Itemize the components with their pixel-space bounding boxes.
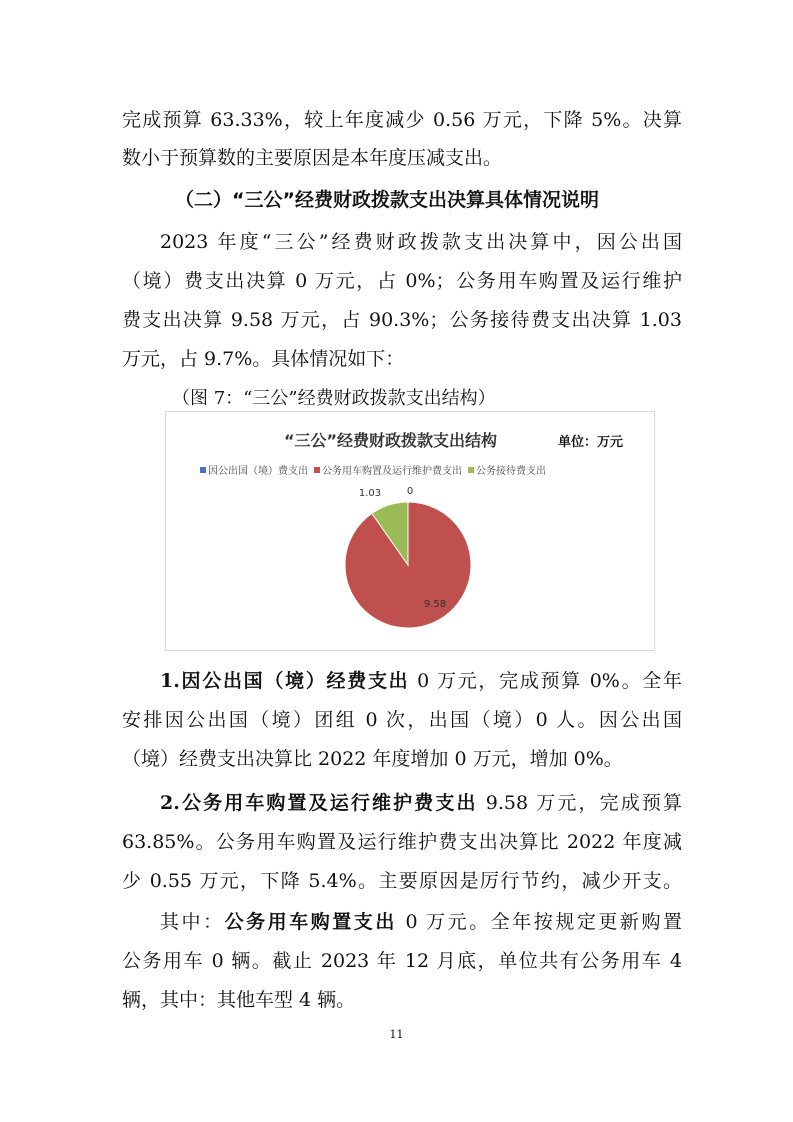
item1-line-2: 安排因公出国（境）团组 0 次，出国（境）0 人。因公出国 [122,709,682,731]
chart-unit: 单位：万元 [558,435,624,450]
pie-data-label: 0 [406,486,414,497]
item1-line-1 [160,668,682,694]
figure-caption: （图 7：“三公”经费财政拨款支出结构） [172,388,496,409]
para2-line-2: （境）费支出决算 0 万元，占 0%；公务用车购置及运行维护 [122,270,682,292]
item2-line-3: 少 0.55 万元，下降 5.4%。主要原因是厉行节约，减少开支。 [122,870,682,892]
legend-label: 公务接待费支出 [476,466,546,477]
item3-title: 公务用车购置支出 [224,911,397,933]
item3-line-3: 辆，其中：其他车型 4 辆。 [122,989,356,1011]
para2-line-3: 费支出决算 9.58 万元，占 90.3%；公务接待费支出决算 1.03 [122,309,682,331]
pie-data-label: 9.58 [423,599,447,610]
pie-data-label: 1.03 [358,488,382,499]
item1-text: 0 万元，完成预算 0%。全年 [409,670,682,692]
item2-line-2: 63.85%。公务用车购置及运行维护费支出决算比 2022 年度减 [122,831,682,853]
legend-label: 因公出国（境）费支出 [208,466,308,477]
pie-chart [165,411,655,651]
body-line-2: 数小于预算数的主要原因是本年度压减支出。 [122,147,503,169]
pie-svg [166,412,654,650]
item3-prefix: 其中： [160,911,225,933]
para2-line-1: 2023 年度“三公”经费财政拨款支出决算中，因公出国 [160,231,682,253]
item2-title: 2.公务用车购置及运行维护费支出 [160,792,478,814]
item2-text: 9.58 万元，完成预算 [477,792,682,814]
body-line-1: 完成预算 63.33%，较上年度减少 0.56 万元，下降 5%。决算 [122,109,682,131]
item3-text: 0 万元。全年按规定更新购置 [396,911,682,933]
item3-line-1 [160,909,682,935]
item1-line-3: （境）经费支出决算比 2022 年度增加 0 万元，增加 0%。 [122,748,623,770]
item2-line-1 [160,790,682,816]
chart-title: “三公”经费财政拨款支出结构 [284,431,498,450]
item3-line-2: 公务用车 0 辆。截止 2023 年 12 月底，单位共有公务用车 4 [122,950,682,972]
para2-line-4: 万元，占 9.7%。具体情况如下： [122,348,405,370]
page-number: 11 [389,1028,404,1041]
item1-title: 1.因公出国（境）经费支出 [160,670,410,692]
section-heading: （二）“三公”经费财政拨款支出决算具体情况说明 [175,189,599,211]
legend-label: 公务用车购置及运行维护费支出 [322,466,462,477]
